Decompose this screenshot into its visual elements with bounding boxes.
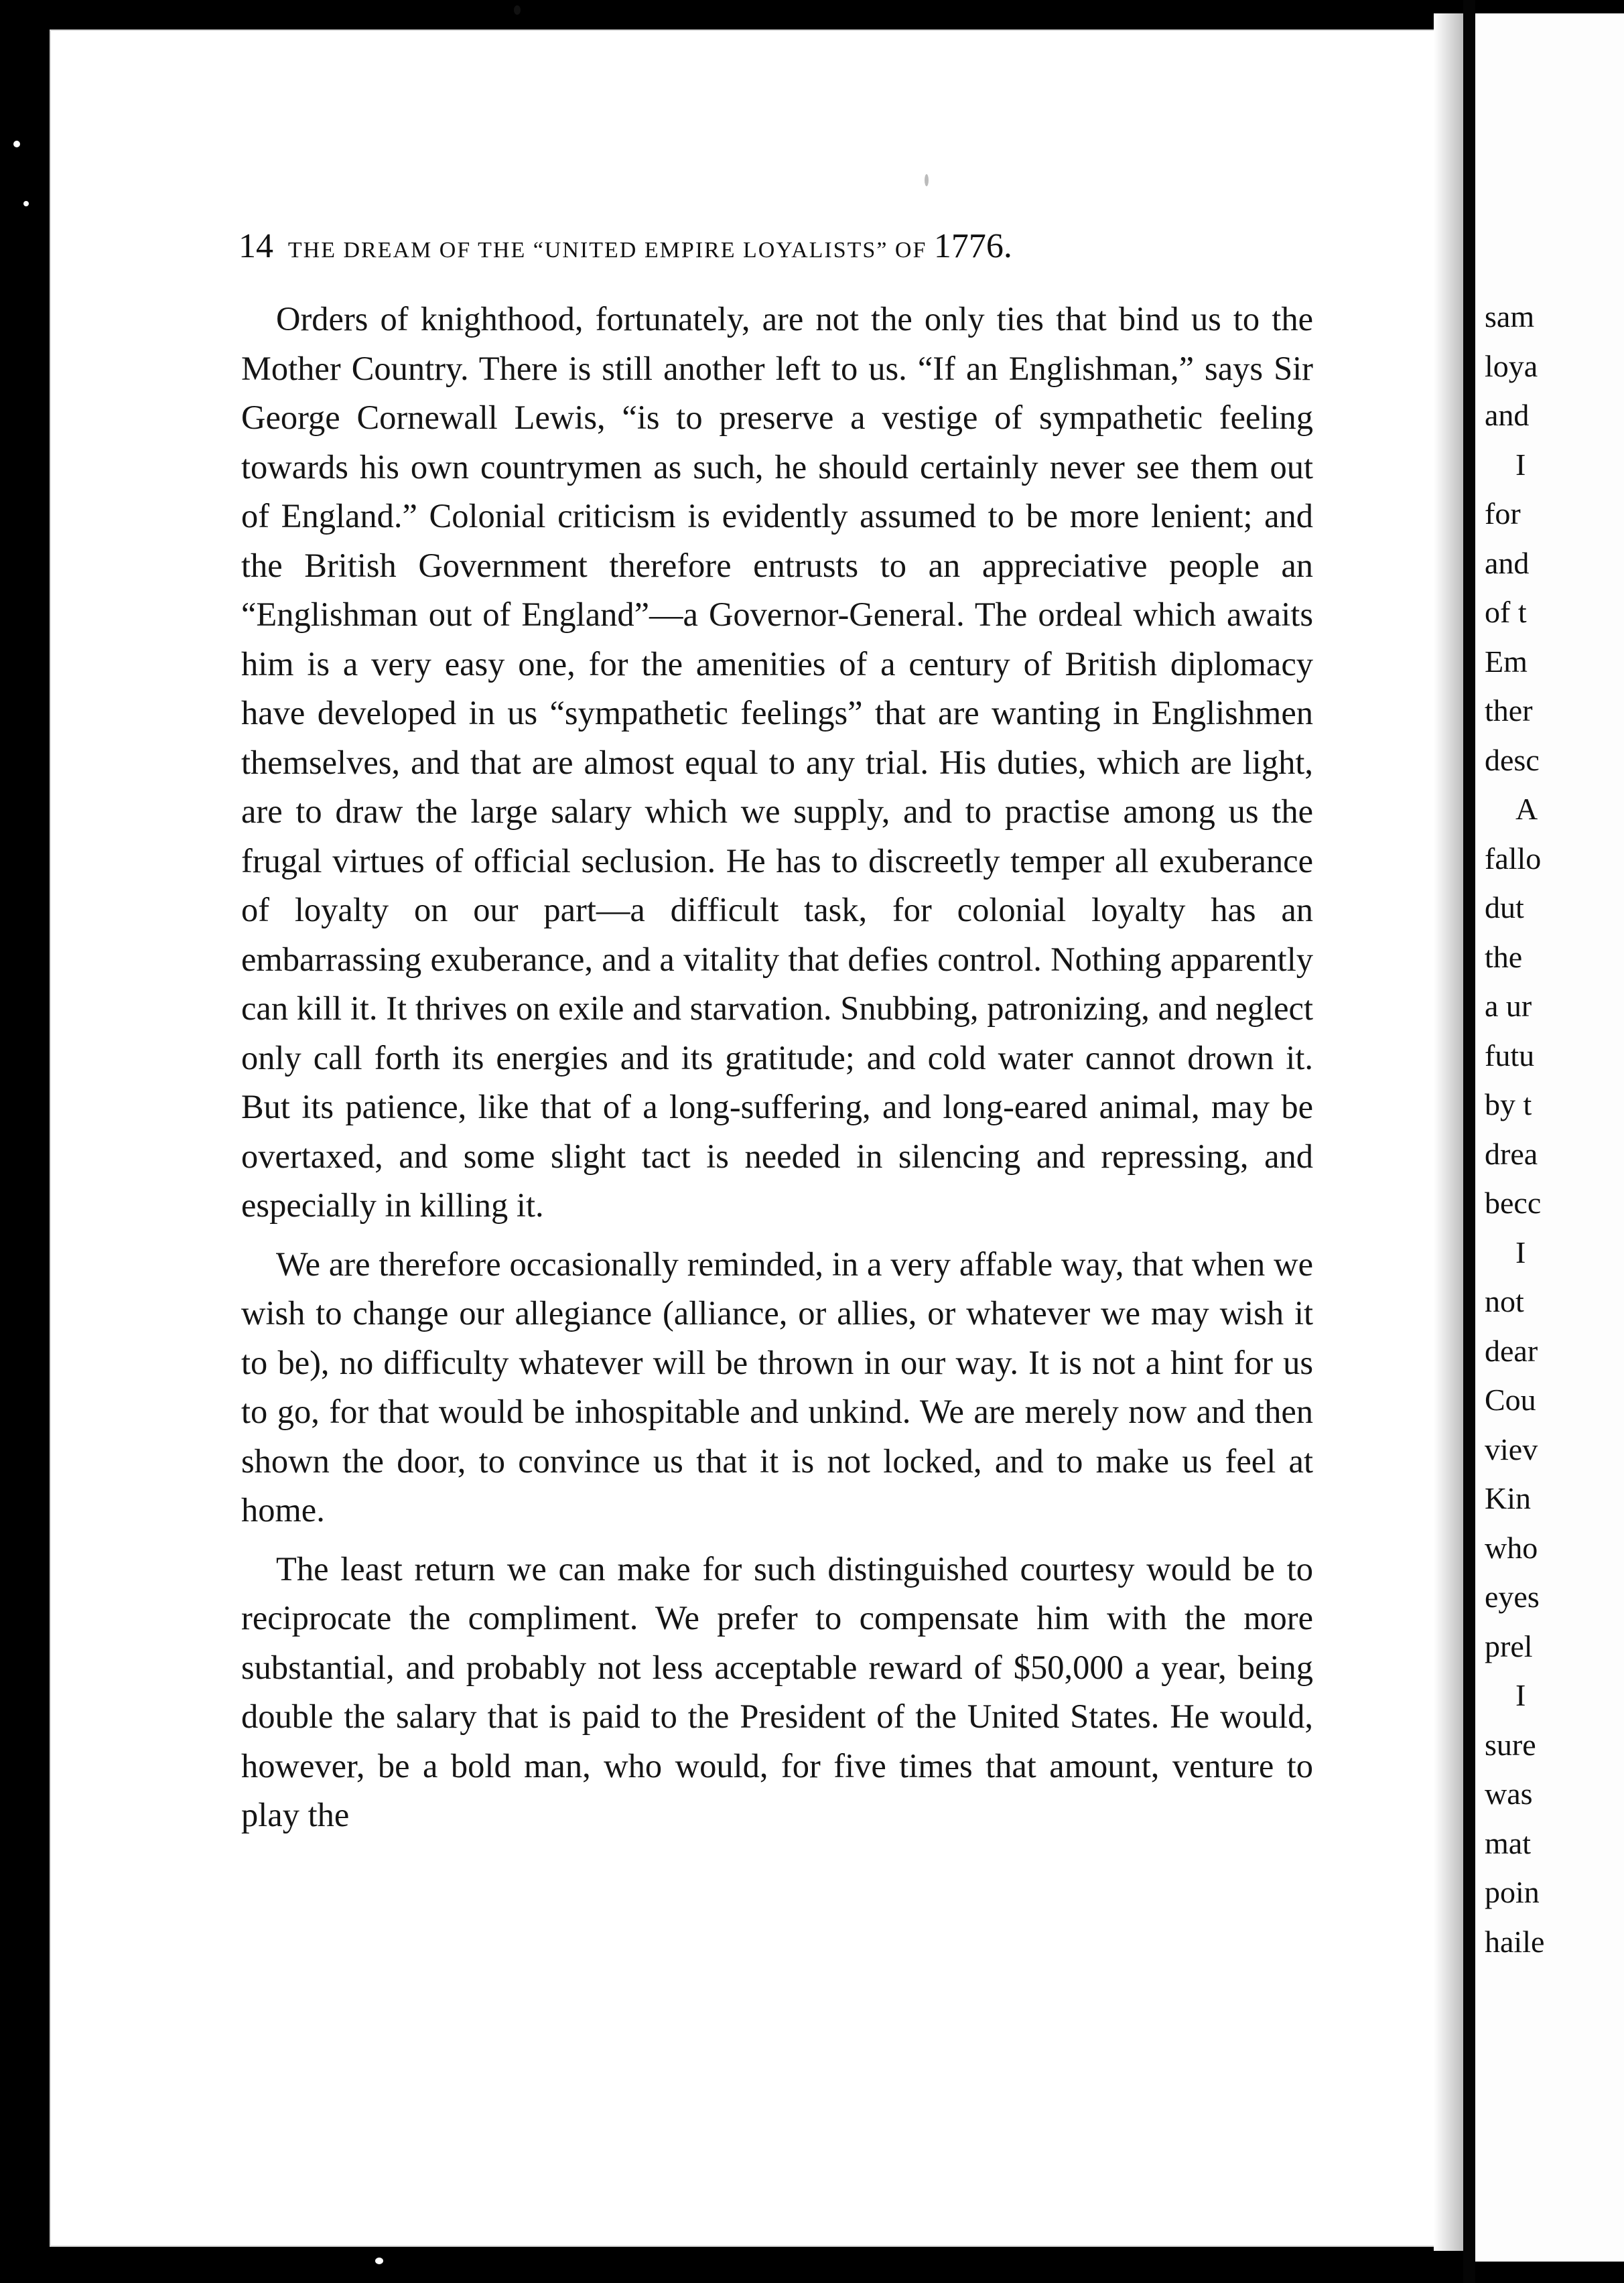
facing-page-fragment: I: [1515, 1678, 1526, 1712]
facing-page-fragment: by t: [1485, 1087, 1532, 1121]
facing-page-fragment: dear: [1485, 1333, 1538, 1368]
facing-page-fragment: the: [1485, 939, 1523, 974]
facing-page-fragment: poin: [1485, 1875, 1540, 1909]
paragraph-3: The least return we can make for such distinguished courtesy would be to reciprocate the compliment. We prefer to compensate him with the more substantial, and probably not less acceptable reward of $50,000 a year, being double the salary that is paid to the President of the United States. He would, however, be a bold man, who would, for five times that amount, venture to play the: [241, 1549, 1313, 1834]
facing-page-fragment: I: [1515, 1235, 1526, 1269]
header-year: 1776.: [933, 227, 1012, 265]
paragraph-1: Orders of knighthood, fortunately, are not the only ties that bind us to the Mother Country. There is still another left to us. “If an Englishman,” says Sir George Cornewall Lewis, “is to preserve a vestige of sympathetic feeling towards his own countrymen as such, he should certainly never see them out of England.” Colonial criticism is evidently assumed to be more lenient; and the British Government therefore entrusts to an appreciative people an “Englishman out of England”—a Governor-General. The ordeal which awaits him is a very easy one, for the amenities of a century of British diplomacy have developed in us “sympathetic feelings” that are wanting in Englishmen themselves, and that are almost equal to any trial. His duties, which are light, are to draw the large salary which we supply, and to practise among us the frugal virtues of official seclusion. He has to discreetly temper all exuberance of loyalty on our part—a difficult task, for colonial loyalty has an embarrassing exuberance, and a vitality that defies control. Nothing apparently can kill it. It thrives on exile and starvation. Snubbing, patronizing, and neglect only call forth its energies and its gratitude; and cold water cannot drown it. But its patience, like that of a long-suffering, and long-eared animal, may be overtaxed, and some slight tact is needed in silencing and repressing, and especially in killing it.: [241, 300, 1313, 1224]
facing-page-fragment: not: [1485, 1284, 1524, 1318]
facing-page-fragment: and: [1485, 545, 1530, 580]
facing-page-fragment: becc: [1485, 1186, 1542, 1220]
facing-page-fragment: sure: [1485, 1727, 1536, 1762]
page-body: [241, 295, 1313, 1850]
facing-page-fragment: haile: [1485, 1924, 1545, 1959]
facing-page-fragment: fallo: [1485, 841, 1542, 876]
scan-speck: [13, 141, 20, 147]
facing-page-fragment: Cou: [1485, 1383, 1536, 1417]
scan-speck: [514, 5, 521, 15]
facing-page-fragment: I: [1515, 447, 1526, 482]
facing-page-fragment: futu: [1485, 1038, 1535, 1073]
facing-page-fragment: drea: [1485, 1136, 1538, 1171]
facing-page-fragment: mat: [1485, 1825, 1531, 1860]
facing-page-fragment: and: [1485, 398, 1530, 432]
page-number: 14: [239, 227, 273, 265]
facing-page-fragment: desc: [1485, 742, 1540, 777]
page-edge: [1434, 13, 1463, 2251]
facing-page-fragment: prel: [1485, 1629, 1533, 1663]
facing-page: [1475, 13, 1624, 2262]
facing-page-fragment: Em: [1485, 644, 1528, 679]
facing-page-fragment: who: [1485, 1530, 1538, 1565]
book-gutter: [1463, 0, 1475, 2283]
facing-page-fragment: loya: [1485, 348, 1538, 383]
facing-page-fragment: for: [1485, 496, 1521, 531]
facing-page-fragment: eyes: [1485, 1580, 1540, 1614]
facing-page-fragment: A: [1515, 792, 1538, 826]
facing-page-fragment: sam: [1485, 299, 1535, 334]
paragraph-2: We are therefore occasionally reminded, in a very affable way, that when we wish to change our allegiance (alliance, or allies, or whatever we may wish it to be), no difficulty whatever will be thrown in our way. It is not a hint for us to go, for that would be inhospitable and unkind. We are merely now and then shown the door, to convince us that it is not locked, and to make us feel at home.: [241, 1245, 1313, 1529]
facing-page-fragment: a ur: [1485, 989, 1532, 1023]
running-header: [239, 226, 1284, 266]
scan-speck: [375, 2258, 383, 2264]
header-title: THE DREAM OF THE “UNITED EMPIRE LOYALISTS” OF: [287, 238, 927, 263]
facing-page-fragment: Kin: [1485, 1481, 1531, 1515]
scan-speck: [925, 174, 929, 186]
facing-page-fragment: of t: [1485, 595, 1527, 629]
facing-page-fragment: dut: [1485, 890, 1524, 924]
facing-page-fragment: viev: [1485, 1432, 1538, 1466]
facing-page-fragment: ther: [1485, 693, 1533, 728]
facing-page-fragment: was: [1485, 1777, 1533, 1811]
scan-speck: [23, 201, 29, 206]
